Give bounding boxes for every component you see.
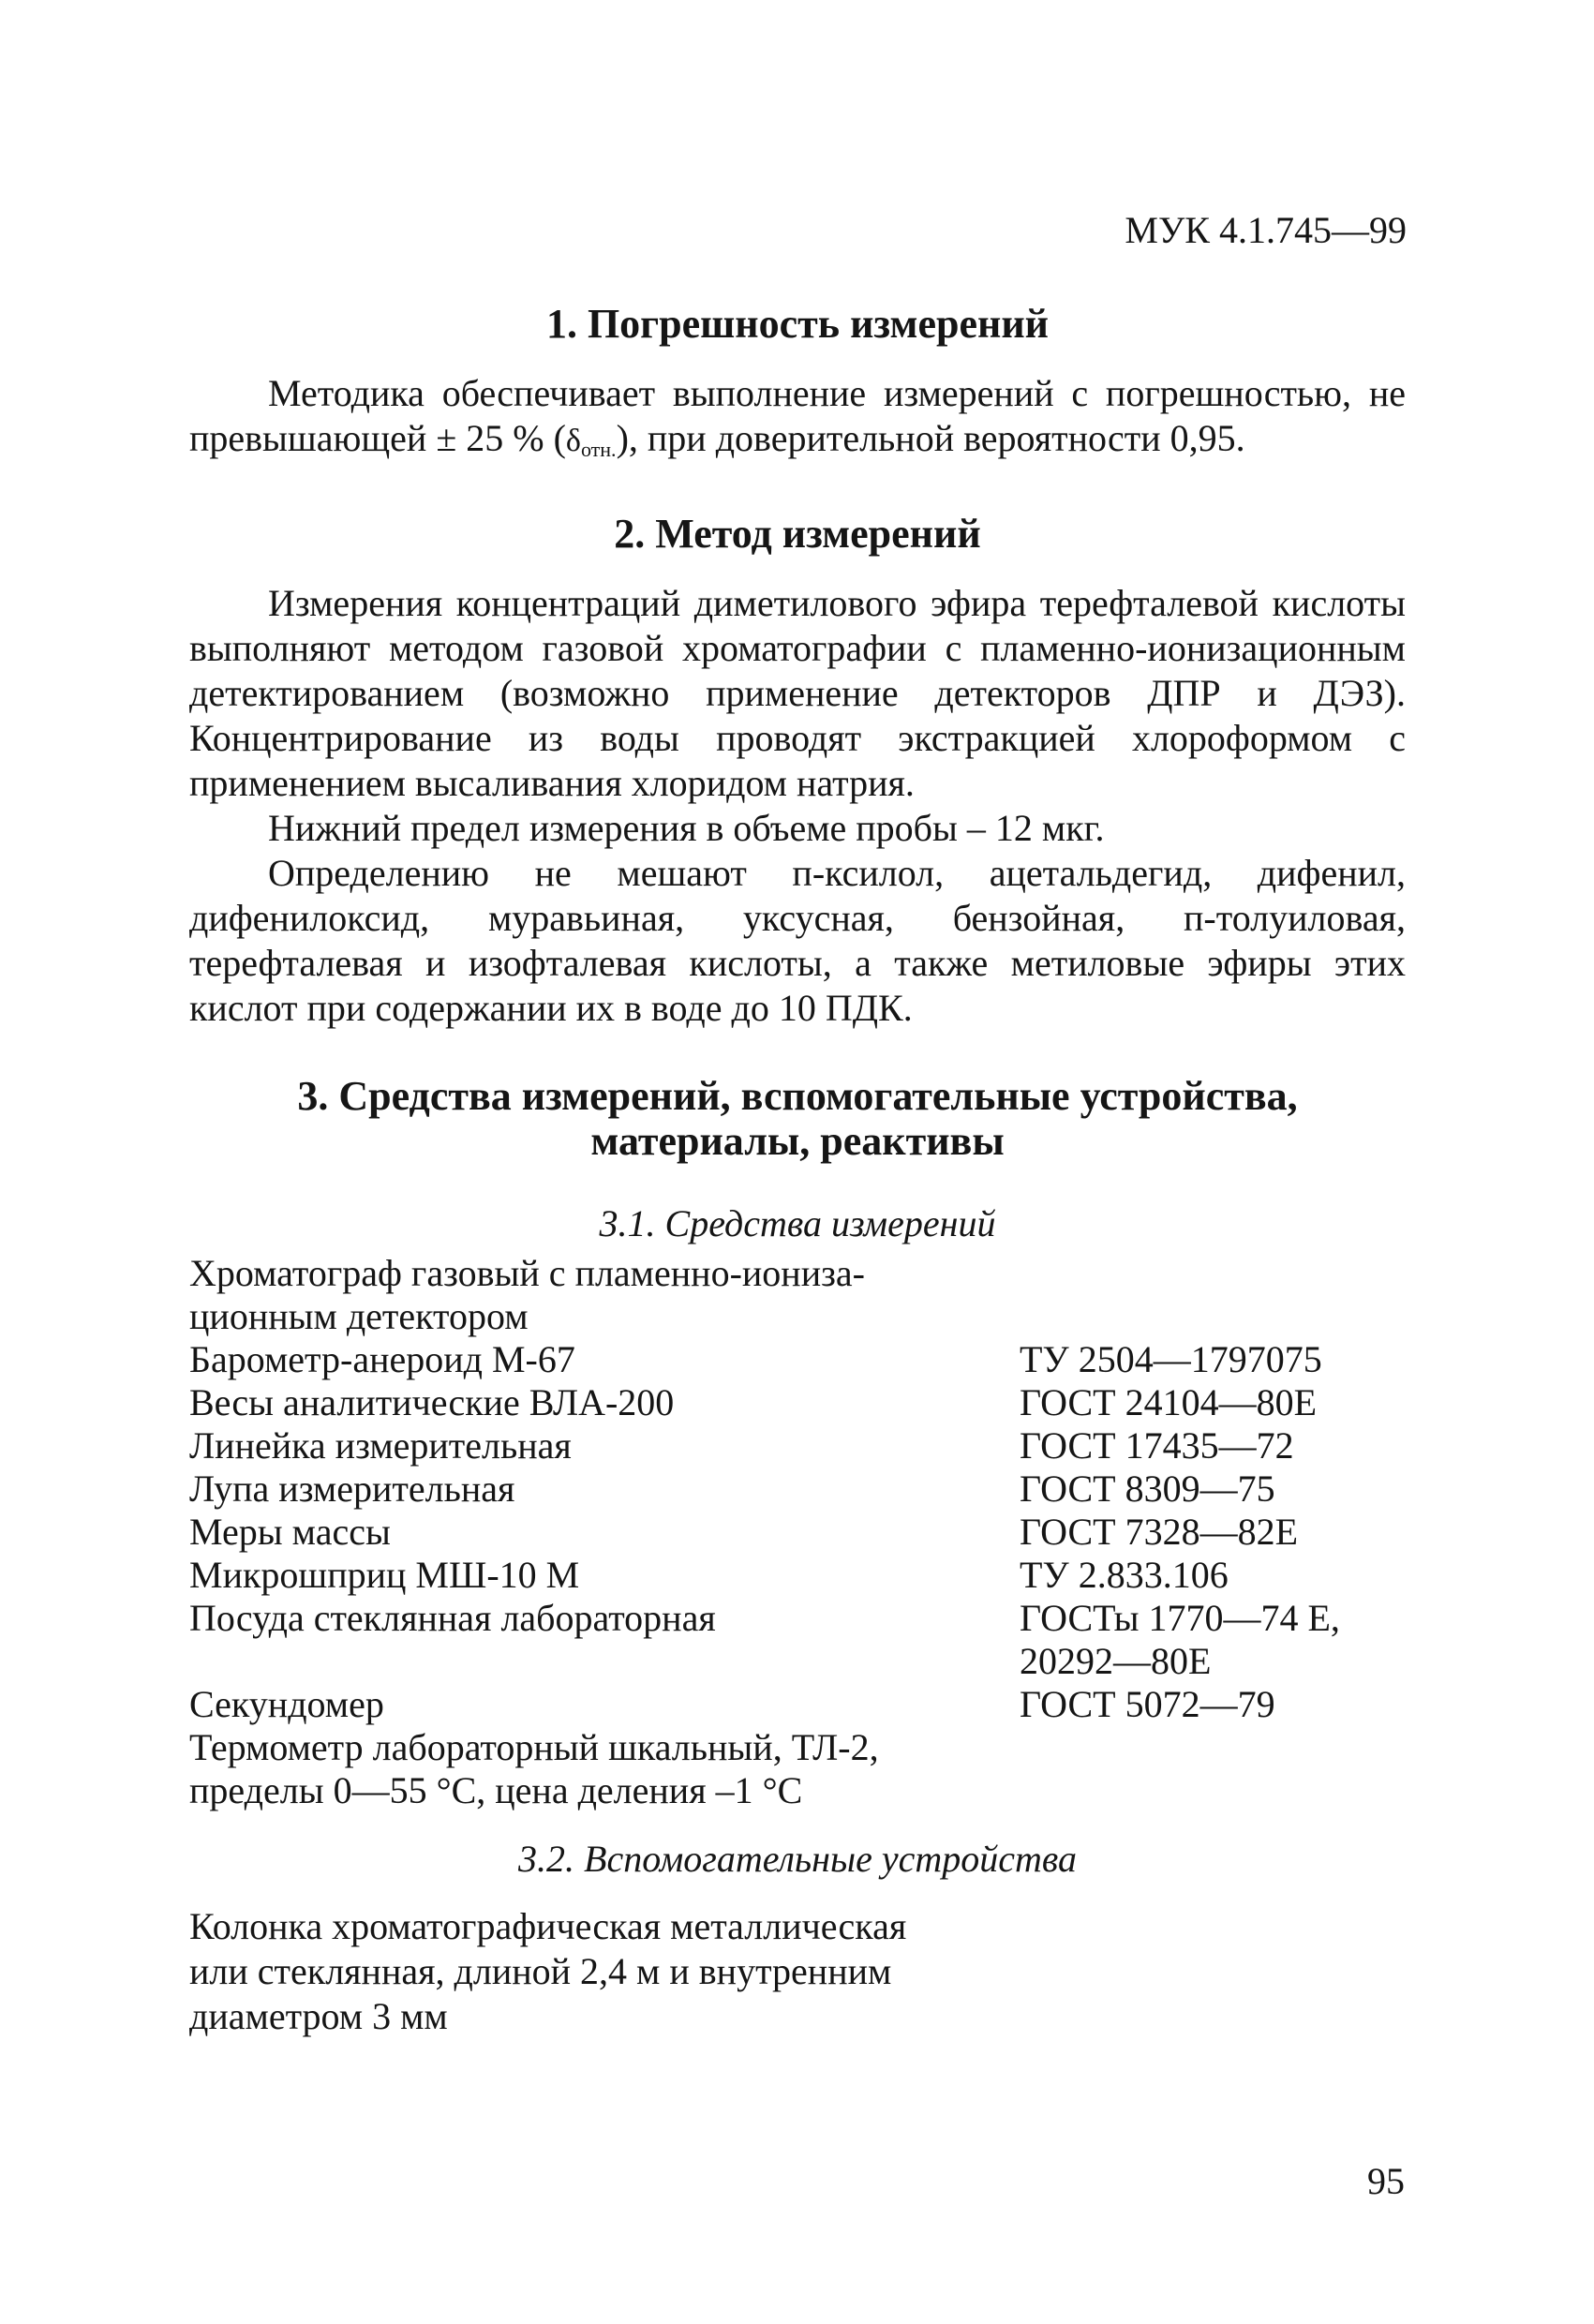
section-3-title: [189, 1074, 1406, 1164]
section-1-paragraph: [189, 371, 1406, 472]
equipment-row: [189, 1252, 1406, 1338]
delta-symbol: δ: [565, 424, 581, 458]
page-content: [189, 302, 1406, 2039]
equipment-standard: ТУ 2504—1797075: [1020, 1338, 1322, 1380]
equipment-table: [189, 1252, 1406, 1812]
section-1-text-before: Методика обеспечивает выполнение измерений с погрешностью, не превышающей ± 25 % (: [189, 372, 1406, 459]
equipment-row: [189, 1726, 1406, 1812]
equipment-name: Микрошприц МШ-10 М: [189, 1554, 580, 1596]
auxiliary-devices-text: Колонка хроматографическая металлическая или стеклянная, длиной 2,4 м и внутренним диаметром 3 мм: [189, 1905, 907, 2037]
equipment-standard: ГОСТ 17435—72: [1020, 1424, 1294, 1467]
equipment-row: [189, 1554, 1406, 1597]
equipment-row: [189, 1683, 1406, 1726]
equipment-name: Лупа измерительная: [189, 1467, 515, 1510]
equipment-name: Секундомер: [189, 1683, 384, 1725]
equipment-name: Посуда стеклянная лабораторная: [189, 1597, 716, 1639]
section-1-title: 1. Погрешность измерений: [545, 301, 1050, 347]
delta-subscript: отн.: [580, 438, 617, 461]
equipment-name: Весы аналитические ВЛА-200: [189, 1381, 675, 1423]
section-2-paragraph-1: Измерения концентраций диметилового эфира терефталевой кислоты выполняют методом газовой хроматографии с пламенно-ионизационным детектированием (возможно применение детекторов ДПР и ДЭЗ). Концентрирование из воды проводят экстракцией хлороформом с применением высаливания хлоридом натрия.: [189, 582, 1406, 804]
equipment-name: Линейка измерительная: [189, 1424, 572, 1467]
section-2-paragraph-3: Определению не мешают п-ксилол, ацетальдегид, дифенил, дифенилоксид, муравьиная, уксусная, бензойная, п-толуиловая, терефталевая и изофталевая кислоты, а также метиловые эфиры этих кислот при содержании их в воде до 10 ПДК.: [189, 852, 1406, 1029]
section-1-text-after: ), при доверительной вероятности 0,95.: [616, 417, 1245, 459]
equipment-standard: [1020, 1252, 1406, 1338]
equipment-table-body: [189, 1252, 1406, 1812]
equipment-standard: ГОСТ 8309—75: [1020, 1467, 1275, 1510]
section-3-title-line-1: 3. Средства измерений, вспомогательные устройства,: [297, 1073, 1298, 1119]
equipment-row: [189, 1467, 1406, 1511]
equipment-name: Меры массы: [189, 1511, 391, 1553]
subsection-3-1-title: 3.1. Средства измерений: [599, 1202, 996, 1244]
section-2-title: 2. Метод измерений: [614, 511, 981, 557]
equipment-row: [189, 1597, 1406, 1683]
equipment-name: Термометр лабораторный шкальный, ТЛ-2, пределы 0—55 °С, цена деления –1 °С: [189, 1726, 879, 1811]
section-3-title-line-2: материалы, реактивы: [590, 1118, 1005, 1164]
equipment-row: [189, 1381, 1406, 1424]
equipment-row: [189, 1338, 1406, 1381]
equipment-row: [189, 1511, 1406, 1554]
document-code: МУК 4.1.745—99: [1125, 209, 1407, 251]
equipment-row: [189, 1424, 1406, 1467]
section-2-paragraph-2: Нижний предел измерения в объеме пробы – 12 мкг.: [268, 807, 1105, 849]
equipment-standard: ГОСТ 7328—82Е: [1020, 1511, 1299, 1553]
equipment-standard: ГОСТ 24104—80Е: [1020, 1381, 1318, 1423]
equipment-standard: ТУ 2.833.106: [1020, 1554, 1229, 1596]
equipment-standard: ГОСТы 1770—74 Е, 20292—80Е: [1020, 1597, 1340, 1682]
equipment-standard: [1020, 1726, 1406, 1812]
equipment-name: Хроматограф газовый с пламенно-иониза- ционным детектором: [189, 1252, 865, 1337]
equipment-standard: ГОСТ 5072—79: [1020, 1683, 1275, 1725]
equipment-name: Барометр-анероид М-67: [189, 1338, 575, 1380]
page-number: 95: [1367, 2160, 1405, 2202]
subsection-3-2-title: 3.2. Вспомогательные устройства: [518, 1838, 1077, 1880]
